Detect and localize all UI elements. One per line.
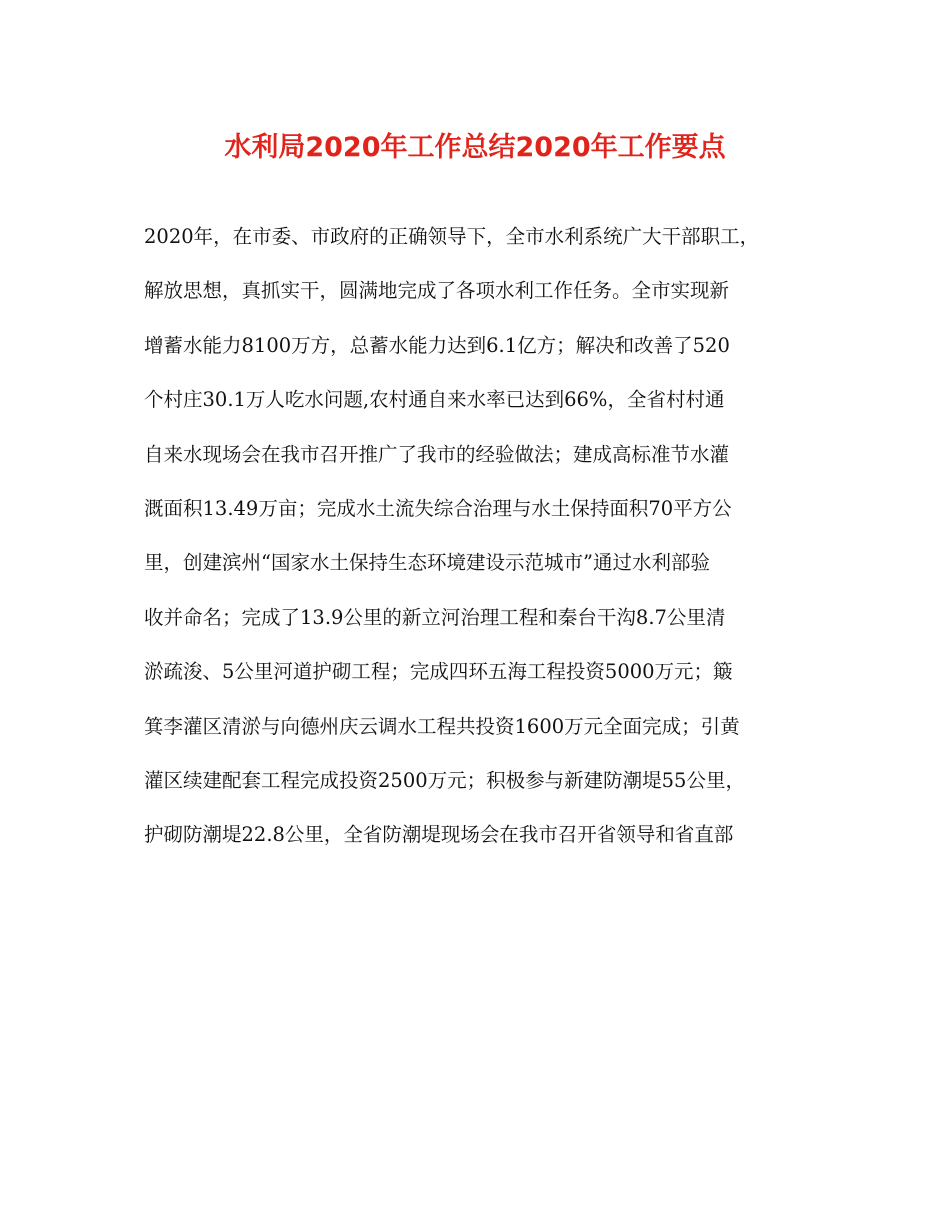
body-text-line: 收并命名；完成了13.9公里的新立河治理工程和秦台干沟8.7公里清 — [144, 605, 726, 629]
body-text-line: 自来水现场会在我市召开推广了我市的经验做法；建成高标准节水灌 — [144, 442, 730, 466]
body-text-line: 2020年，在市委、市政府的正确领导下，全市水利系统广大干部职工， — [144, 225, 760, 248]
body-text-line: 个村庄30.1万人吃水问题,农村通自来水率已达到66%，全省村村通 — [144, 388, 725, 412]
body-text-line: 淤疏浚、5公里河道护砌工程；完成四环五海工程投资5000万元；簸 — [144, 660, 733, 684]
body-text-line: 溉面积13.49万亩；完成水土流失综合治理与水土保持面积70平方公 — [144, 496, 732, 520]
body-text-line: 增蓄水能力8100万方，总蓄水能力达到6.1亿方；解决和改善了520 — [144, 333, 730, 357]
body-text-line: 灌区续建配套工程完成投资2500万元；积极参与新建防潮堤55公里， — [144, 768, 745, 792]
body-text-line: 里，创建滨州“国家水土保持生态环境建设示范城市”通过水利部验 — [144, 551, 710, 575]
document-body — [144, 210, 824, 863]
body-text-line: 护砌防潮堤22.8公里，全省防潮堤现场会在我市召开省领导和省直部 — [144, 823, 734, 847]
document-title: 水利局2020年工作总结2020年工作要点 — [224, 132, 726, 163]
body-text-line: 解放思想，真抓实干，圆满地完成了各项水利工作任务。全市实现新 — [144, 279, 730, 303]
body-text-line: 箕李灌区清淤与向德州庆云调水工程共投资1600万元全面完成；引黄 — [144, 714, 740, 738]
